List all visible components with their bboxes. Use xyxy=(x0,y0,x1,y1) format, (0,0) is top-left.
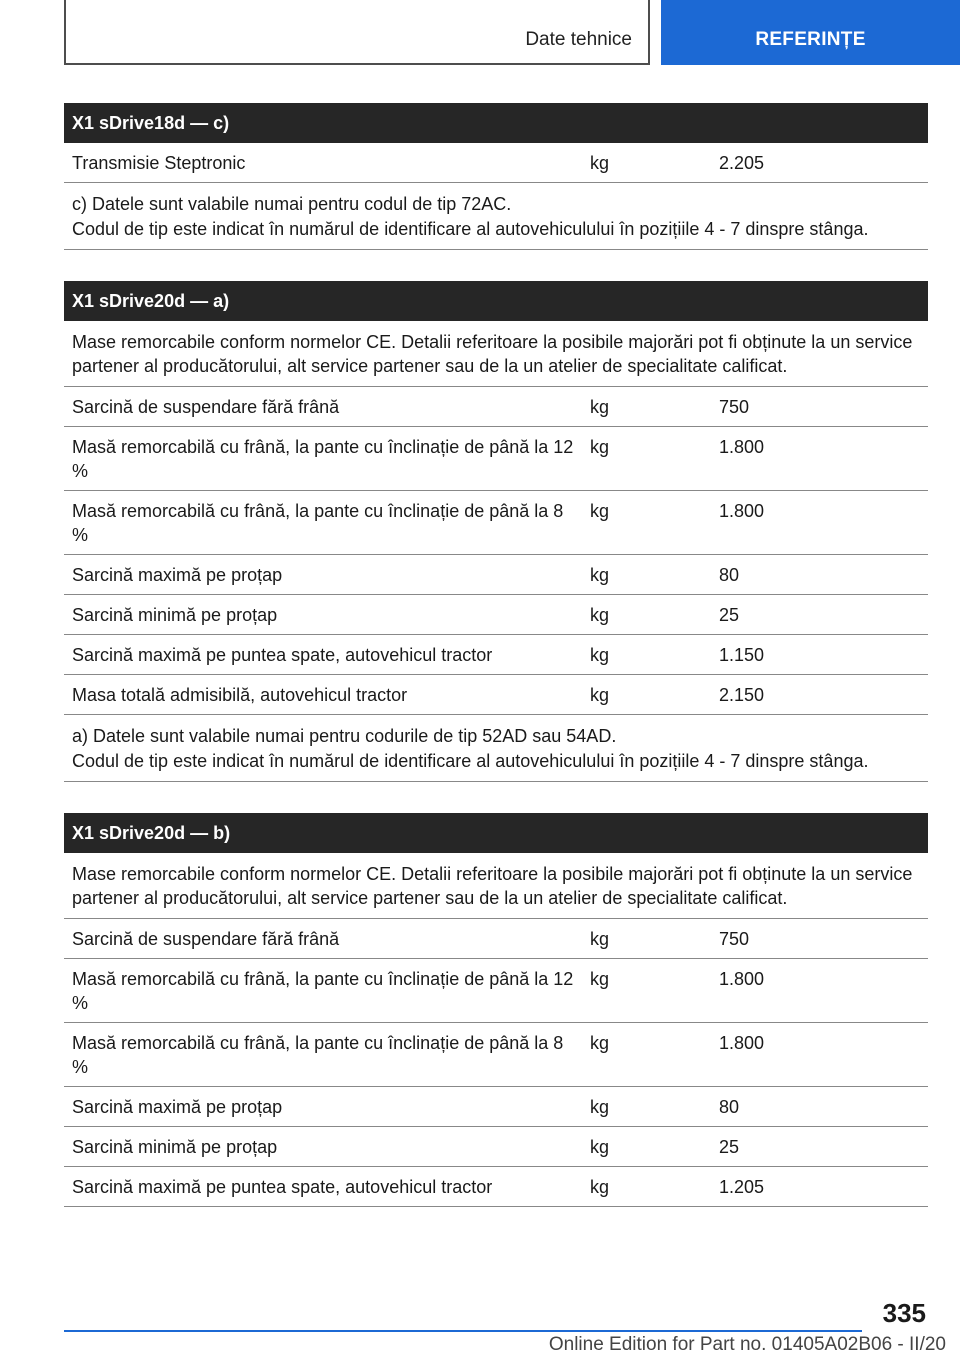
page-header xyxy=(0,0,960,66)
row-label: Masă remorcabilă cu frână, la pante cu înclinație de până la 12 % xyxy=(72,969,574,1013)
table-row xyxy=(64,1167,928,1207)
row-unit: kg xyxy=(590,397,610,417)
footnote-line: Codul de tip este indicat în numărul de identificare al autovehiculului în pozițiile 4 - 7 dinspre stânga. xyxy=(72,751,869,771)
row-value: 1.205 xyxy=(719,1177,765,1197)
section-title: X1 sDrive20d — b) xyxy=(64,813,928,853)
section-x1-sdrive18d-c xyxy=(64,103,928,250)
section-note: Mase remorcabile conform normelor CE. Detalii referitoare la posibile majorări pot fi obținute la un service partener al producătorului, alt service partener sau de la un atelier de specialitate calificat. xyxy=(64,321,928,387)
header-section-box xyxy=(64,0,650,65)
header-section-title: Date tehnice xyxy=(525,29,632,50)
table-row xyxy=(64,595,928,635)
table-row xyxy=(64,143,928,183)
page-number: 335 xyxy=(882,1298,926,1328)
row-label: Sarcină minimă pe proțap xyxy=(72,605,278,625)
row-value: 2.205 xyxy=(719,153,765,173)
tab-referinte[interactable]: REFERINȚE xyxy=(661,0,960,65)
row-value: 2.150 xyxy=(719,685,765,705)
table-row xyxy=(64,491,928,555)
section-footnote xyxy=(64,183,928,250)
row-value: 750 xyxy=(719,397,750,417)
table-row xyxy=(64,427,928,491)
technical-data-content xyxy=(64,103,928,1238)
row-unit: kg xyxy=(590,645,610,665)
section-note: Mase remorcabile conform normelor CE. Detalii referitoare la posibile majorări pot fi obținute la un service partener al producătorului, alt service partener sau de la un atelier de specialitate calificat. xyxy=(64,853,928,919)
row-value: 80 xyxy=(719,565,740,585)
section-title: X1 sDrive20d — a) xyxy=(64,281,928,321)
row-value: 1.150 xyxy=(719,645,765,665)
section-x1-sdrive20d-b xyxy=(64,813,928,1207)
row-unit: kg xyxy=(590,1137,610,1157)
row-unit: kg xyxy=(590,1097,610,1117)
row-unit: kg xyxy=(590,929,610,949)
row-unit: kg xyxy=(590,501,610,521)
row-value: 1.800 xyxy=(719,501,765,521)
row-label: Sarcină maximă pe puntea spate, autovehicul tractor xyxy=(72,1177,493,1197)
table-row xyxy=(64,555,928,595)
table-row xyxy=(64,635,928,675)
row-label: Masă remorcabilă cu frână, la pante cu înclinație de până la 8 % xyxy=(72,1033,564,1077)
footer-edition: Online Edition for Part no. 01405A02B06 - II/20 xyxy=(548,1334,946,1355)
table-row xyxy=(64,1127,928,1167)
row-unit: kg xyxy=(590,1033,610,1053)
row-value: 25 xyxy=(719,605,740,625)
row-label: Sarcină maximă pe proțap xyxy=(72,1097,283,1117)
row-unit: kg xyxy=(590,685,610,705)
row-label: Masă remorcabilă cu frână, la pante cu înclinație de până la 12 % xyxy=(72,437,574,481)
row-label: Sarcină minimă pe proțap xyxy=(72,1137,278,1157)
footer-divider xyxy=(64,1330,862,1332)
row-unit: kg xyxy=(590,565,610,585)
row-unit: kg xyxy=(590,153,610,173)
footnote-line: c) Datele sunt valabile numai pentru codul de tip 72AC. xyxy=(72,194,512,214)
row-label: Masă remorcabilă cu frână, la pante cu înclinație de până la 8 % xyxy=(72,501,564,545)
row-label: Transmisie Steptronic xyxy=(72,153,246,173)
footnote-line: Codul de tip este indicat în numărul de identificare al autovehiculului în pozițiile 4 - 7 dinspre stânga. xyxy=(72,219,869,239)
table-row xyxy=(64,959,928,1023)
row-label: Sarcină de suspendare fără frână xyxy=(72,929,340,949)
row-label: Sarcină de suspendare fără frână xyxy=(72,397,340,417)
row-label: Masa totală admisibilă, autovehicul tractor xyxy=(72,685,408,705)
table-row xyxy=(64,1023,928,1087)
table-row xyxy=(64,675,928,715)
row-value: 1.800 xyxy=(719,1033,765,1053)
row-value: 1.800 xyxy=(719,969,765,989)
row-value: 80 xyxy=(719,1097,740,1117)
footnote-line: a) Datele sunt valabile numai pentru codurile de tip 52AD sau 54AD. xyxy=(72,726,617,746)
table-row xyxy=(64,387,928,427)
row-unit: kg xyxy=(590,437,610,457)
table-row xyxy=(64,1087,928,1127)
row-value: 1.800 xyxy=(719,437,765,457)
row-label: Sarcină maximă pe puntea spate, autovehicul tractor xyxy=(72,645,493,665)
section-footnote xyxy=(64,715,928,782)
row-label: Sarcină maximă pe proțap xyxy=(72,565,283,585)
row-unit: kg xyxy=(590,1177,610,1197)
row-unit: kg xyxy=(590,969,610,989)
section-x1-sdrive20d-a xyxy=(64,281,928,782)
table-row xyxy=(64,919,928,959)
row-value: 750 xyxy=(719,929,750,949)
row-unit: kg xyxy=(590,605,610,625)
row-value: 25 xyxy=(719,1137,740,1157)
section-title: X1 sDrive18d — c) xyxy=(64,103,928,143)
